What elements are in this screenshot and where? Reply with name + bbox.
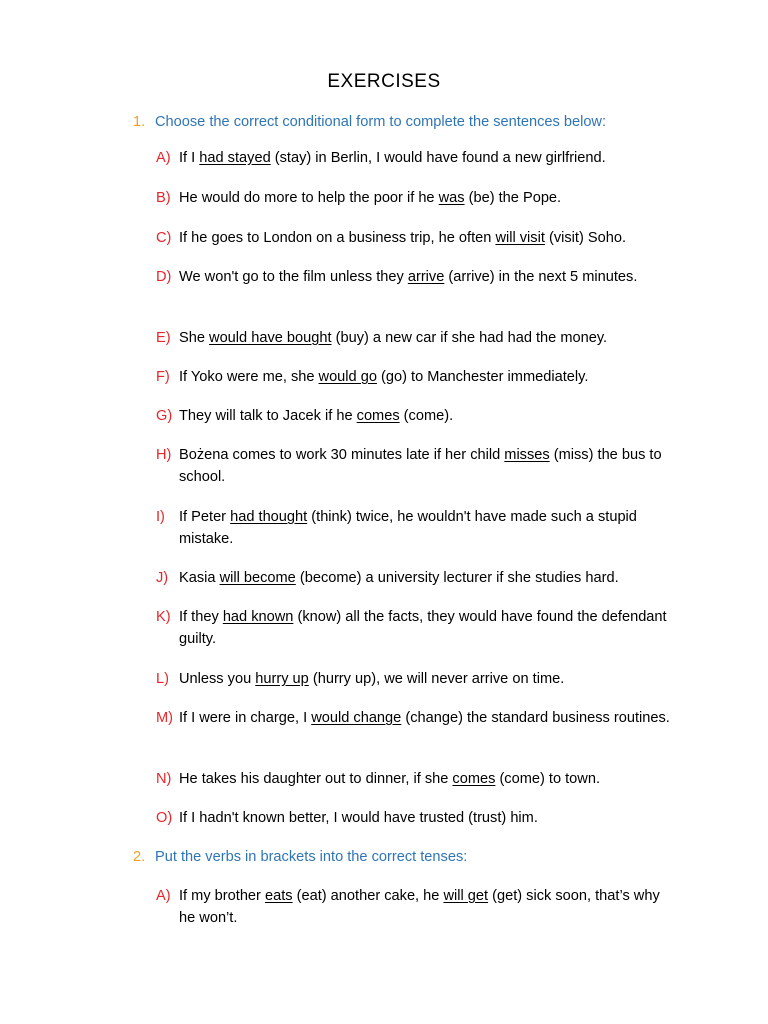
- exercise-item: [156, 567, 676, 589]
- section-heading-text: Put the verbs in brackets into the correct tenses:: [155, 849, 468, 865]
- exercise-item: [156, 768, 676, 790]
- answer-underlined: would have bought: [209, 330, 332, 346]
- item-letter: B): [156, 190, 171, 206]
- item-text: He would do more to help the poor if he was (be) the Pope.: [179, 190, 562, 206]
- answer-underlined: was: [438, 190, 465, 206]
- answer-underlined: comes: [356, 408, 400, 424]
- exercise-item: [156, 187, 676, 209]
- answer-underlined: will become: [219, 570, 296, 586]
- item-text: If Peter had thought (think) twice, he wouldn't have made such a stupid mistake.: [179, 509, 637, 547]
- exercise-item: [156, 266, 676, 288]
- exercise-item: [156, 327, 676, 349]
- item-text: If he goes to London on a business trip, he often will visit (visit) Soho.: [179, 230, 627, 246]
- answer-underlined: would change: [311, 710, 402, 726]
- item-text: We won't go to the film unless they arrive (arrive) in the next 5 minutes.: [179, 269, 638, 285]
- item-letter: I): [156, 509, 165, 525]
- exercise-item: [156, 807, 676, 829]
- item-letter: N): [156, 771, 172, 787]
- item-letter: D): [156, 269, 172, 285]
- exercise-item: [156, 147, 676, 169]
- item-text: If they had known (know) all the facts, they would have found the defendant guilty.: [179, 609, 667, 647]
- exercise-item: [156, 366, 676, 388]
- section-heading-2: [133, 849, 467, 865]
- item-text: If Yoko were me, she would go (go) to Manchester immediately.: [179, 369, 589, 385]
- item-text: Kasia will become (become) a university lecturer if she studies hard.: [179, 570, 619, 586]
- exercise-item: [156, 444, 676, 488]
- item-text: Unless you hurry up (hurry up), we will never arrive on time.: [179, 671, 565, 687]
- exercise-item: [156, 227, 676, 249]
- item-letter: K): [156, 609, 171, 625]
- item-letter: M): [156, 710, 174, 726]
- answer-underlined: had thought: [230, 509, 308, 525]
- item-text: If my brother eats (eat) another cake, he will get (get) sick soon, that’s why he won’t.: [179, 888, 660, 926]
- section-number: 2.: [133, 849, 146, 865]
- answer-underlined: had stayed: [199, 150, 271, 166]
- answer-underlined: had known: [222, 609, 294, 625]
- item-letter: L): [156, 671, 169, 687]
- answer-underlined: comes: [452, 771, 496, 787]
- item-text: If I hadn't known better, I would have trusted (trust) him.: [179, 810, 538, 826]
- item-text: She would have bought (buy) a new car if she had had the money.: [179, 330, 608, 346]
- answer-underlined: hurry up: [255, 671, 309, 687]
- item-letter: A): [156, 150, 171, 166]
- item-letter: H): [156, 447, 172, 463]
- section-heading-1: [133, 114, 606, 130]
- page-title: EXERCISES: [327, 71, 441, 92]
- answer-underlined: arrive: [407, 269, 445, 285]
- exercise-item: [156, 506, 676, 550]
- answer-underlined: will get: [443, 888, 489, 904]
- item-letter: E): [156, 330, 171, 346]
- item-letter: C): [156, 230, 172, 246]
- item-letter: F): [156, 369, 170, 385]
- section-number: 1.: [133, 114, 146, 130]
- exercise-item: [156, 606, 676, 650]
- item-letter: O): [156, 810, 173, 826]
- item-text: Bożena comes to work 30 minutes late if her child misses (miss) the bus to school.: [179, 447, 662, 485]
- exercise-item: [156, 405, 676, 427]
- section-heading-text: Choose the correct conditional form to complete the sentences below:: [155, 114, 607, 130]
- item-letter: A): [156, 888, 171, 904]
- answer-underlined: would go: [318, 369, 377, 385]
- exercise-item: [156, 885, 676, 929]
- item-text: He takes his daughter out to dinner, if she comes (come) to town.: [179, 771, 601, 787]
- item-text: If I had stayed (stay) in Berlin, I would have found a new girlfriend.: [179, 150, 606, 166]
- item-letter: G): [156, 408, 173, 424]
- item-text: They will talk to Jacek if he comes (come).: [179, 408, 454, 424]
- answer-underlined: eats: [264, 888, 293, 904]
- answer-underlined: misses: [504, 447, 550, 463]
- item-text: If I were in charge, I would change (change) the standard business routines.: [179, 710, 670, 726]
- answer-underlined: will visit: [495, 230, 545, 246]
- item-letter: J): [156, 570, 169, 586]
- exercise-item: [156, 707, 676, 729]
- exercise-item: [156, 668, 676, 690]
